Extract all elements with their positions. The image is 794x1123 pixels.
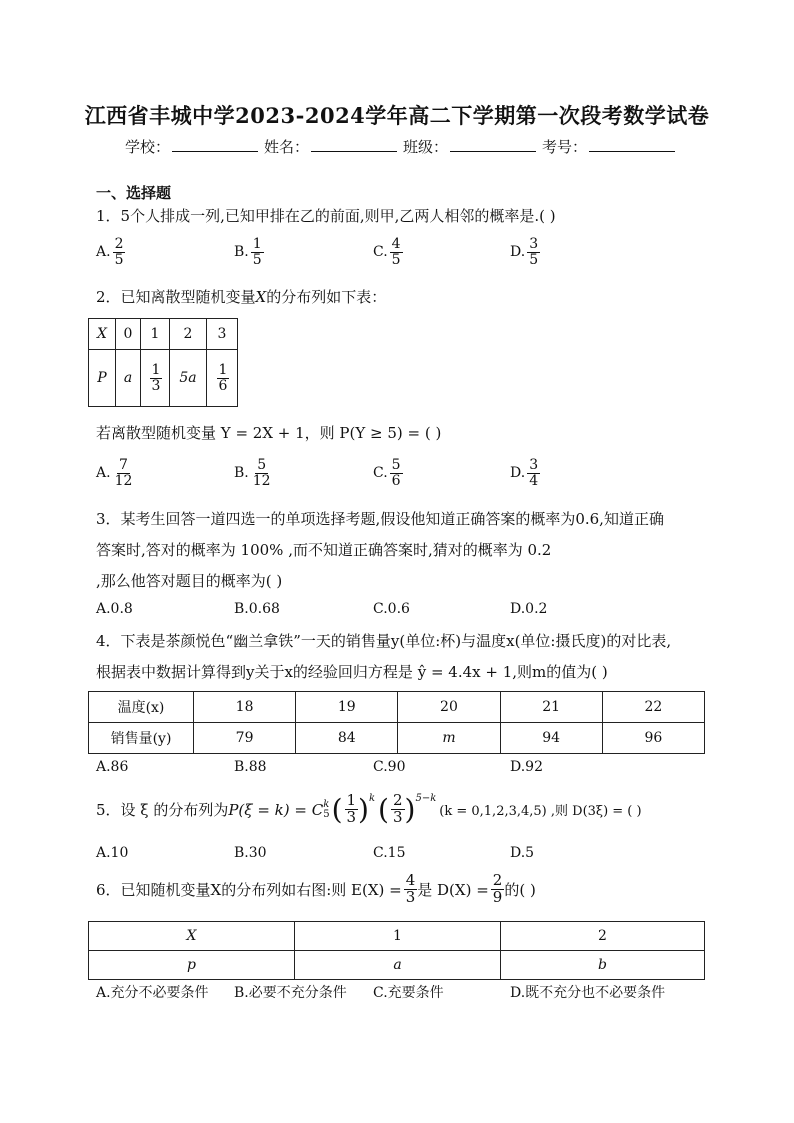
fraction: $\frac{7}{12}$ xyxy=(114,457,133,489)
q5-option-d[interactable]: D.5 xyxy=(510,845,535,861)
option-label: D. xyxy=(510,244,526,261)
q1-option-c[interactable] xyxy=(373,237,403,267)
q4-option-c[interactable]: C.90 xyxy=(373,759,406,775)
question-2-after: 若离散型随机变量 Y = 2X + 1，则 P(Y ≥ 5) = ( ) xyxy=(96,424,442,442)
option-label: D. xyxy=(510,465,526,482)
q1-option-b[interactable] xyxy=(234,237,264,267)
q3-option-a[interactable]: A.0.8 xyxy=(96,601,133,617)
q3-option-d[interactable]: D.0.2 xyxy=(510,601,548,617)
q5-option-c[interactable]: C.15 xyxy=(373,845,406,861)
q2-option-c[interactable] xyxy=(373,458,403,488)
fraction: $\frac{1}{3}$ xyxy=(346,791,357,826)
fraction: $\frac{1}{3}$ xyxy=(151,362,161,394)
question-4-line-2: 根据表中数据计算得到y关于x的经验回归方程是 ŷ = 4.4x + 1,则m的值为( ) xyxy=(96,663,608,681)
name-label: 姓名： xyxy=(264,138,310,156)
question-5-stem: 5．设 ξ 的分布列为 P(ξ = k) = C k 5 ( $\frac{1}{3}$ ) k ( $\frac{2}{3}$ ) 5−k (k = 0,1,2,3,4,5) ,则 D(3ξ) = ( ) xyxy=(96,791,642,826)
fraction: $\frac{4}{3}$ xyxy=(405,871,416,906)
section-heading: 一、选择题 xyxy=(96,184,172,202)
fraction: $\frac{5}{6}$ xyxy=(391,457,401,489)
class-label: 班级： xyxy=(403,138,449,156)
fraction: $\frac{1}{5}$ xyxy=(252,236,262,268)
fraction: $\frac{3}{5}$ xyxy=(529,236,539,268)
school-label: 学校： xyxy=(125,138,171,156)
exam-title: 江西省丰城中学2023-2024学年高二下学期第一次段考数学试卷 xyxy=(84,103,710,128)
q3-option-c[interactable]: C.0.6 xyxy=(373,601,410,617)
q5-option-a[interactable]: A.10 xyxy=(96,845,129,861)
question-3-line-2: 答案时,答对的概率为 100% ,而不知道正确答案时,猜对的概率为 0.2 xyxy=(96,541,552,559)
question-4-line-1: 4．下表是茶颜悦色“幽兰拿铁”一天的销售量y(单位:杯)与温度x(单位:摄氏度)的对比表, xyxy=(96,632,672,650)
q4-option-b[interactable]: B.88 xyxy=(234,759,267,775)
question-3-line-1: 3．某考生回答一道四选一的单项选择考题,假设他知道正确答案的概率为0.6,知道正确 xyxy=(96,510,664,528)
q6-option-a[interactable]: A.充分不必要条件 xyxy=(96,985,209,1001)
question-3-line-3: ,那么他答对题目的概率为( ) xyxy=(96,572,283,590)
q4-data-table: 温度(x) 18 19 20 21 22 销售量(y) 79 84 m 94 96 xyxy=(88,691,705,754)
number-label: 考号： xyxy=(542,138,588,156)
question-2-stem: 2．已知离散型随机变量X的分布列如下表： xyxy=(96,288,387,306)
q4-option-a[interactable]: A.86 xyxy=(96,759,129,775)
fraction: $\frac{2}{3}$ xyxy=(392,791,403,826)
q6-distribution-table: X 1 2 p a b xyxy=(88,921,705,980)
class-blank[interactable] xyxy=(450,137,536,152)
fraction: $\frac{5}{12}$ xyxy=(252,457,271,489)
fraction: $\frac{1}{6}$ xyxy=(218,362,228,394)
q2-distribution-table: X 0 1 2 3 P a $\frac{1}{3}$ 5a $\frac{1}{6}$ xyxy=(88,318,238,407)
fraction: $\frac{2}{9}$ xyxy=(492,871,503,906)
q6-option-d[interactable]: D.既不充分也不必要条件 xyxy=(510,985,666,1001)
q3-option-b[interactable]: B.0.68 xyxy=(234,601,280,617)
fraction: $\frac{4}{5}$ xyxy=(391,236,401,268)
q4-option-d[interactable]: D.92 xyxy=(510,759,543,775)
number-blank[interactable] xyxy=(589,137,675,152)
option-label: B. xyxy=(234,465,249,482)
option-label: A. xyxy=(96,244,111,261)
q2-option-d[interactable] xyxy=(510,458,540,488)
question-6-stem: 6．已知随机变量X的分布列如右图:则 E(X) = $\frac{4}{3}$ 是 D(X) = $\frac{2}{9}$ 的( ) xyxy=(96,871,536,906)
fraction: $\frac{3}{4}$ xyxy=(529,457,539,489)
q1-option-d[interactable] xyxy=(510,237,540,267)
option-label: C. xyxy=(373,465,388,482)
student-info-line xyxy=(125,136,681,157)
q2-option-b[interactable] xyxy=(234,458,273,488)
fraction: $\frac{2}{5}$ xyxy=(114,236,124,268)
option-label: B. xyxy=(234,244,249,261)
q1-option-a[interactable] xyxy=(96,237,125,267)
q6-option-c[interactable]: C.充要条件 xyxy=(373,985,444,1001)
q6-option-b[interactable]: B.必要不充分条件 xyxy=(234,985,347,1001)
question-1-stem: 1．5个人排成一列,已知甲排在乙的前面,则甲,乙两人相邻的概率是.( ) xyxy=(96,207,556,225)
option-label: A. xyxy=(96,465,111,482)
option-label: C. xyxy=(373,244,388,261)
q5-option-b[interactable]: B.30 xyxy=(234,845,267,861)
school-blank[interactable] xyxy=(172,137,258,152)
name-blank[interactable] xyxy=(311,137,397,152)
q2-option-a[interactable] xyxy=(96,458,134,488)
